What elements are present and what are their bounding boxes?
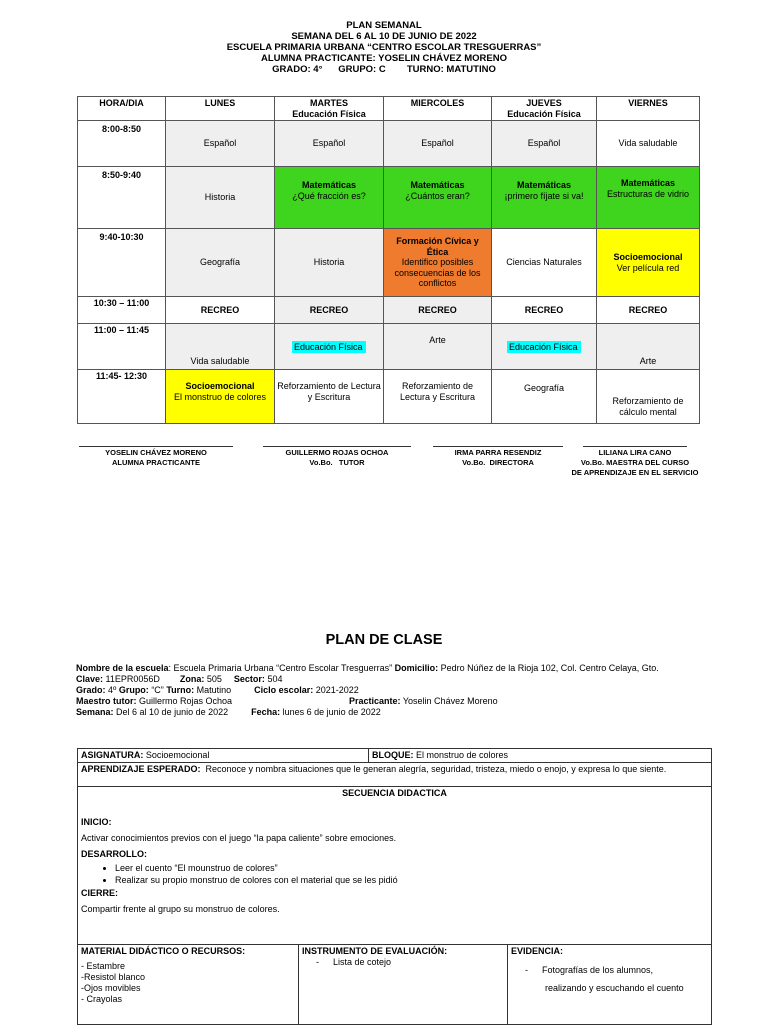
info-school-line: Nombre de la escuela: Escuela Primaria Urbana “Centro Escolar Tresguerras” Domicilio: Pedro Núñez de la Rioja 102, Col. Centro Celaya, Gto. bbox=[76, 663, 659, 673]
col-header-lunes: LUNES bbox=[166, 97, 275, 121]
class-plan-title: PLAN DE CLASE bbox=[325, 632, 443, 648]
material-cell: MATERIAL DIDÁCTICO O RECURSOS: - Estambre -Resistol blanco -Ojos movibles - Crayolas bbox=[78, 945, 299, 1025]
schedule-cell: Matemáticas ¡primero fíjate si va! bbox=[492, 167, 597, 229]
schedule-cell: Reforzamiento de Lectura y Escritura bbox=[275, 370, 384, 424]
time-slot: 9:40-10:30 bbox=[78, 229, 166, 297]
signature-line bbox=[583, 446, 687, 447]
inicio-text: Activar conocimientos previos con el juego “la papa caliente” sobre emociones. bbox=[81, 833, 397, 843]
schedule-cell: Socioemocional Ver película red bbox=[597, 229, 700, 297]
recess-cell: RECREO bbox=[166, 297, 275, 324]
schedule-header-row bbox=[78, 97, 700, 121]
schedule-cell: Reforzamiento de cálculo mental bbox=[597, 370, 700, 424]
info-tutor-line: Maestro tutor: Guillermo Rojas Ochoa bbox=[76, 696, 233, 706]
schedule-cell: Español bbox=[166, 121, 275, 167]
schedule-cell: Ciencias Naturales bbox=[492, 229, 597, 297]
list-item: realizando y escuchando el cuento bbox=[545, 983, 684, 993]
time-slot: 8:00-8:50 bbox=[78, 121, 166, 167]
instrumento-item: - Lista de cotejo bbox=[316, 957, 392, 967]
secuencia-cell bbox=[78, 787, 712, 945]
schedule-cell: Español bbox=[384, 121, 492, 167]
header-week: SEMANA DEL 6 AL 10 DE JUNIO DE 2022 bbox=[291, 31, 477, 42]
schedule-cell: Socioemocional El monstruo de colores bbox=[166, 370, 275, 424]
signature-student: YOSELIN CHÁVEZ MORENO ALUMNA PRACTICANTE bbox=[105, 448, 207, 467]
signature-director: IRMA PARRA RESENDIZ Vo.Bo. DIRECTORA bbox=[454, 448, 542, 467]
schedule-cell: Historia bbox=[166, 167, 275, 229]
schedule-cell: Arte bbox=[384, 324, 492, 370]
inicio-label: INICIO: bbox=[81, 817, 112, 827]
time-slot: 11:00 – 11:45 bbox=[78, 324, 166, 370]
recess-cell: RECREO bbox=[384, 297, 492, 324]
list-item: - Fotografías de los alumnos, bbox=[525, 965, 654, 975]
header-student: ALUMNA PRACTICANTE: YOSELIN CHÁVEZ MORENO bbox=[261, 53, 507, 64]
secuencia-title: SECUENCIA DIDACTICA bbox=[342, 788, 447, 798]
evidencia-list bbox=[511, 961, 708, 997]
schedule-cell: Geografía bbox=[166, 229, 275, 297]
info-semana-line: Semana: Del 6 al 10 de junio de 2022 Fecha: lunes 6 de junio de 2022 bbox=[76, 707, 381, 717]
schedule-cell: Geografía bbox=[492, 370, 597, 424]
header-grade: GRADO: 4° GRUPO: C TURNO: MATUTINO bbox=[272, 64, 496, 75]
cierre-text: Compartir frente al grupo su monstruo de colores. bbox=[81, 904, 280, 914]
schedule-cell: Vida saludable bbox=[597, 121, 700, 167]
schedule-row bbox=[78, 167, 700, 229]
signature-line bbox=[79, 446, 233, 447]
schedule-row bbox=[78, 324, 700, 370]
list-item: • Realizar su propio monstruo de colores con el material que se les pidió bbox=[115, 874, 708, 886]
schedule-cell: Formación Cívica y Ética Identifico posibles consecuencias de los conflictos bbox=[384, 229, 492, 297]
bloque-cell: BLOQUE: El monstruo de colores bbox=[369, 749, 712, 763]
asignatura-cell: ASIGNATURA: Socioemocional bbox=[78, 749, 369, 763]
list-item: - Estambre bbox=[81, 961, 126, 971]
weekly-schedule-table bbox=[77, 96, 700, 424]
desarrollo-label: DESARROLLO: bbox=[81, 849, 147, 859]
signature-course-teacher: LILIANA LIRA CANO Vo.Bo. MAESTRA DEL CURSO DE APRENDIZAJE EN EL SERVICIO bbox=[571, 448, 699, 477]
desarrollo-list bbox=[81, 862, 708, 886]
aprendizaje-cell: APRENDIZAJE ESPERADO: Reconoce y nombra situaciones que le generan alegría, seguridad, tristeza, miedo o enojo, y expresa lo que siente. bbox=[78, 763, 712, 787]
instrumento-cell: INSTRUMENTO DE EVALUACIÓN: - Lista de cotejo bbox=[299, 945, 508, 1025]
recess-cell: RECREO bbox=[275, 297, 384, 324]
list-item: • Leer el cuento “El mounstruo de colores” bbox=[115, 862, 708, 874]
schedule-cell: Educación Física bbox=[492, 324, 597, 370]
evidencia-cell: EVIDENCIA: - Fotografías de los alumnos, realizando y escuchando el cuento bbox=[508, 945, 712, 1025]
schedule-cell: Matemáticas ¿Qué fracción es? bbox=[275, 167, 384, 229]
col-header-hora: HORA/DIA bbox=[78, 97, 166, 121]
schedule-cell: Matemáticas ¿Cuántos eran? bbox=[384, 167, 492, 229]
schedule-cell: Vida saludable bbox=[166, 324, 275, 370]
info-clave-line: Clave: 11EPR0056D Zona: 505 Sector: 504 bbox=[76, 674, 283, 684]
schedule-row bbox=[78, 121, 700, 167]
recess-cell: RECREO bbox=[597, 297, 700, 324]
list-item: -Resistol blanco bbox=[81, 972, 146, 982]
info-practicante: Practicante: Yoselin Chávez Moreno bbox=[349, 696, 498, 706]
schedule-cell: Educación Física bbox=[275, 324, 384, 370]
schedule-row bbox=[78, 297, 700, 324]
header-school: ESCUELA PRIMARIA URBANA “CENTRO ESCOLAR TRESGUERRAS” bbox=[226, 42, 542, 53]
class-plan-table bbox=[77, 748, 712, 1025]
signature-tutor: GUILLERMO ROJAS OCHOA Vo.Bo. TUTOR bbox=[285, 448, 389, 467]
list-item: - Crayolas bbox=[81, 994, 123, 1004]
info-grado-line: Grado: 4º Grupo: “C” Turno: Matutino Ciclo escolar: 2021-2022 bbox=[76, 685, 359, 695]
signature-line bbox=[263, 446, 411, 447]
list-item: -Ojos movibles bbox=[81, 983, 141, 993]
col-header-miercoles: MIERCOLES bbox=[384, 97, 492, 121]
header-title: PLAN SEMANAL bbox=[346, 20, 422, 31]
signature-line bbox=[433, 446, 563, 447]
schedule-cell: Arte bbox=[597, 324, 700, 370]
time-slot: 10:30 – 11:00 bbox=[78, 297, 166, 324]
time-slot: 8:50-9:40 bbox=[78, 167, 166, 229]
col-header-viernes: VIERNES bbox=[597, 97, 700, 121]
weekly-plan-header bbox=[0, 20, 768, 75]
schedule-cell: Matemáticas Estructuras de vidrio bbox=[597, 167, 700, 229]
schedule-row bbox=[78, 229, 700, 297]
col-header-jueves: JUEVES Educación Física bbox=[492, 97, 597, 121]
recess-cell: RECREO bbox=[492, 297, 597, 324]
cierre-label: CIERRE: bbox=[81, 888, 119, 898]
time-slot: 11:45- 12:30 bbox=[78, 370, 166, 424]
schedule-cell: Reforzamiento de Lectura y Escritura bbox=[384, 370, 492, 424]
schedule-cell: Español bbox=[492, 121, 597, 167]
material-list bbox=[81, 961, 295, 1005]
schedule-row bbox=[78, 370, 700, 424]
col-header-martes: MARTES Educación Física bbox=[275, 97, 384, 121]
schedule-cell: Español bbox=[275, 121, 384, 167]
schedule-cell: Historia bbox=[275, 229, 384, 297]
